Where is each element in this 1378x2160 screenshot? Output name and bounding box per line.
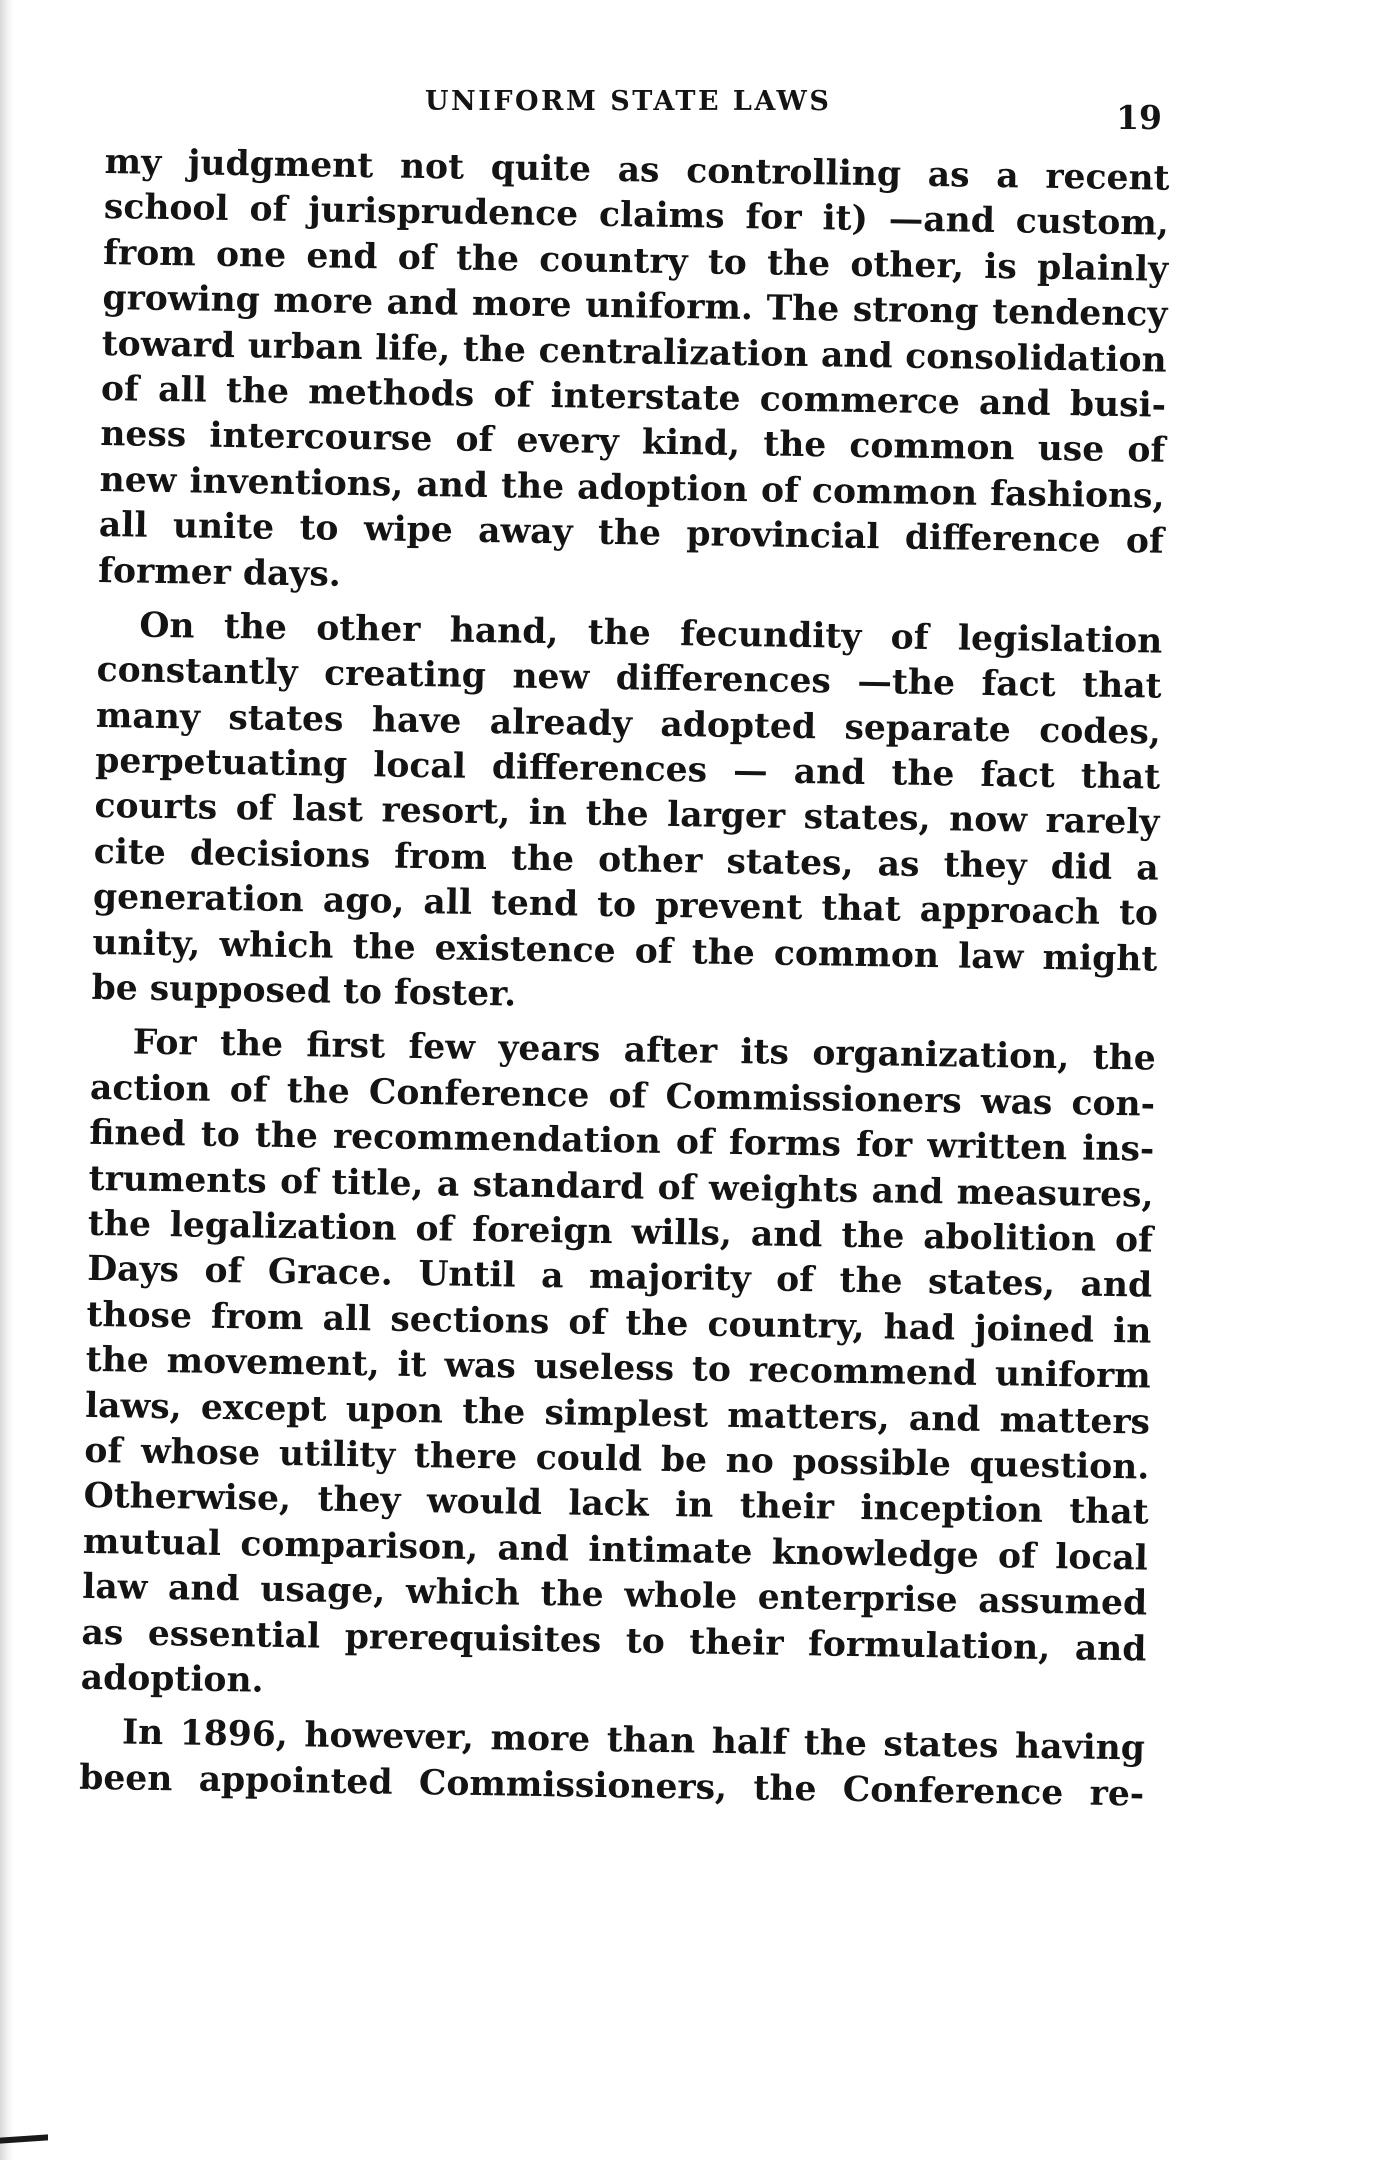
text-line: be supposed to foster. bbox=[91, 967, 517, 1015]
text-line: been appointed Commissioners, the Conference re- bbox=[78, 1757, 1145, 1815]
page-number: 19 bbox=[1116, 98, 1162, 137]
text-line: cite decisions from the other states, as they did a bbox=[93, 831, 1160, 889]
text-line: perpetuating local differences — and the fact that bbox=[94, 741, 1161, 798]
text-line: mutual comparison, and intimate knowledge of local bbox=[82, 1521, 1149, 1579]
text-line: ness intercourse of every kind, the common use of bbox=[100, 414, 1166, 472]
text-line: truments of title, a standard of weights and measures, bbox=[88, 1158, 1154, 1216]
text-line: For the first few years after its organization, the bbox=[132, 1022, 1157, 1080]
text-line: courts of last resort, in the larger states, now rarely bbox=[94, 786, 1160, 844]
text-line: unity, which the existence of the common law might bbox=[92, 922, 1158, 980]
text-line: Otherwise, they would lack in their inception that bbox=[83, 1476, 1149, 1533]
paragraph bbox=[91, 603, 1162, 1028]
text-line: action of the Conference of Commissioners was con- bbox=[89, 1067, 1156, 1125]
text-line: new inventions, and the adoption of common fashions, bbox=[99, 459, 1165, 517]
text-line: from one end of the country to the other, is plainly bbox=[102, 232, 1169, 290]
text-line: laws, except upon the simplest matters, and matters bbox=[84, 1385, 1151, 1443]
text-line: former days. bbox=[97, 550, 342, 595]
body-text bbox=[79, 140, 1170, 1818]
text-line: the movement, it was useless to recommend uniform bbox=[85, 1340, 1152, 1397]
text-line: law and usage, which the whole enterprise assumed bbox=[81, 1566, 1148, 1624]
text-line: of whose utility there could be no possible question. bbox=[84, 1430, 1150, 1488]
text-line: those from all sections of the country, had joined in bbox=[86, 1294, 1152, 1352]
text-line: school of jurisprudence claims for it) —and custom, bbox=[103, 187, 1170, 245]
text-line: fined to the recommendation of forms for written ins- bbox=[89, 1113, 1155, 1170]
text-line: constantly creating new differences —the fact that bbox=[96, 650, 1162, 707]
text-line: all unite to wipe away the provincial difference of bbox=[98, 505, 1165, 562]
paragraph bbox=[80, 1020, 1156, 1718]
text-line: my judgment not quite as controlling as a recent bbox=[104, 141, 1170, 199]
running-title: UNIFORM STATE LAWS bbox=[425, 86, 832, 117]
text-line: of all the methods of interstate commerce and busi- bbox=[100, 368, 1167, 426]
text-line: many states have already adopted separate codes, bbox=[95, 695, 1162, 753]
text-line: generation ago, all tend to prevent that approach to bbox=[92, 877, 1159, 934]
text-line: toward urban life, the centralization and consolidation bbox=[101, 323, 1167, 381]
scan-gutter bbox=[0, 0, 14, 2160]
paragraph bbox=[79, 1710, 1145, 1817]
text-line: Days of Grace. Until a majority of the states, and bbox=[86, 1249, 1153, 1306]
text-line: On the other hand, the fecundity of legislation bbox=[139, 605, 1163, 662]
page-header bbox=[105, 80, 1170, 140]
text-line: growing more and more uniform. The strong tendency bbox=[102, 278, 1168, 335]
paragraph bbox=[98, 140, 1170, 611]
text-line: In 1896, however, more than half the states having bbox=[121, 1712, 1146, 1769]
text-line: adoption. bbox=[80, 1657, 264, 1701]
text-line: as essential prerequisites to their formulation, and bbox=[81, 1612, 1147, 1670]
text-line: the legalization of foreign wills, and the abolition of bbox=[87, 1203, 1154, 1261]
